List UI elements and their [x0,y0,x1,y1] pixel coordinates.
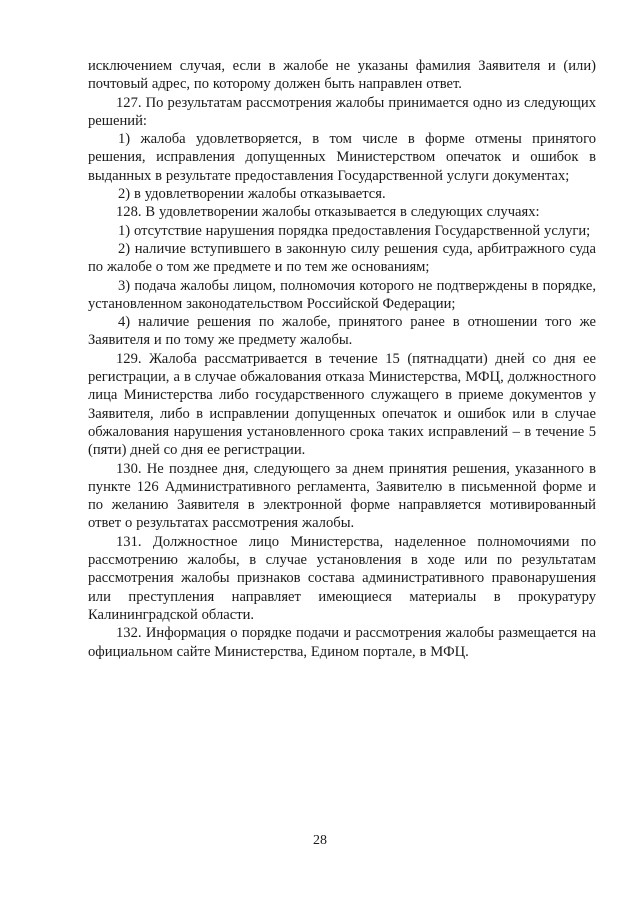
paragraph-127: 127. По результатам рассмотрения жалобы принимается одно из следующих решений: [88,94,596,129]
paragraph-128-item-2: 2) наличие вступившего в законную силу решения суда, арбитражного суда по жалобе о том же предмете и по тем же основаниям; [88,240,596,276]
paragraph-128-item-1: 1) отсутствие нарушения порядка предоставления Государственной услуги; [118,222,591,239]
paragraph-128: 128. В удовлетворении жалобы отказывается в следующих случаях: [116,204,540,221]
paragraph-128-item-4: 4) наличие решения по жалобе, принятого ранее в отношении того же Заявителя и по тому же предмету жалобы. [88,314,596,349]
paragraph-130: 130. Не позднее дня, следующего за днем принятия решения, указанного в пункте 126 Административного регламента, Заявителю в письменной форме и по желанию Заявителя в электронной форме направляется мотивированный ответ о результатах рассмотрения жалобы. [88,460,596,532]
paragraph-129: 129. Жалоба рассматривается в течение 15 (пятнадцати) дней со дня ее регистрации, а в случае обжалования отказа Министерства, МФЦ, должностного лица Министерства либо государственного служащего в приеме документов у Заявителя, либо в исправлении допущенных опечаток и ошибок или в случае обжалования нарушения установленного срока таких исправлений – в течение 5 (пяти) дней со дня ее регистрации. [88,350,596,459]
paragraph-127-item-2: 2) в удовлетворении жалобы отказывается. [118,186,386,203]
paragraph-continuation: исключением случая, если в жалобе не указаны фамилия Заявителя и (или) почтовый адрес, по которому должен быть направлен ответ. [88,58,596,93]
paragraph-127-item-1: 1) жалоба удовлетворяется, в том числе в форме отмены принятого решения, исправления допущенных Министерством опечаток и ошибок в выданных в результате предоставления Государственной услуги документах; [88,131,596,184]
paragraph-131: 131. Должностное лицо Министерства, наделенное полномочиями по рассмотрению жалобы, в случае установления в ходе или по результатам рассмотрения жалобы признаков состава административного правонарушения или преступления направляет имеющиеся материалы в прокуратуру Калининградской области. [88,533,596,623]
paragraph-128-item-3: 3) подача жалобы лицом, полномочия которого не подтверждены в порядке, установленном законодательством Российской Федерации; [88,277,596,312]
paragraph-132: 132. Информация о порядке подачи и рассмотрения жалобы размещается на официальном сайте Министерства, Едином портале, в МФЦ. [88,625,596,660]
page-number: 28 [313,833,327,848]
document-body [88,57,596,661]
